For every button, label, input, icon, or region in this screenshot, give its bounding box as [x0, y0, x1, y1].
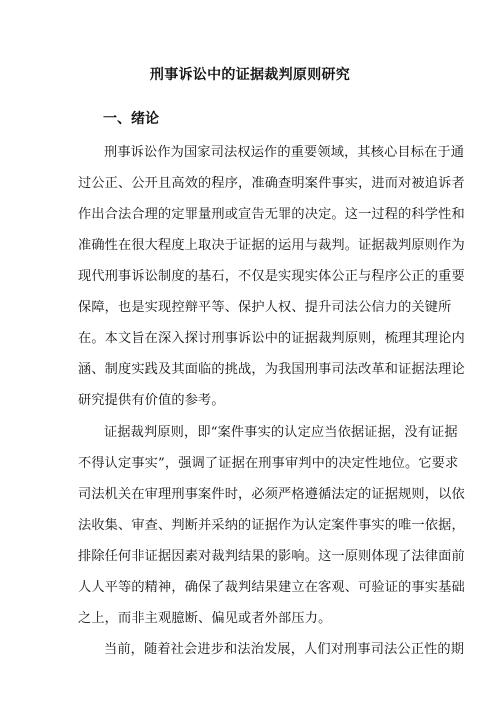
paragraph-line: 过公正、公开且高效的程序，准确查明案件事实，进而对被追诉者 — [78, 176, 465, 191]
paragraph-line: 准确性在很大程度上取决于证据的运用与裁判。证据裁判原则作为 — [78, 238, 465, 253]
section-heading: 一、绪论 — [103, 111, 159, 127]
paragraph-line: 涵、制度实践及其面临的挑战，为我国刑事司法改革和证据法理论 — [78, 362, 465, 377]
paragraph-line: 法收集、审查、判断并采纳的证据作为认定案件事实的唯一依据， — [78, 518, 465, 533]
paragraph-line: 研究提供有价值的参考。 — [78, 393, 225, 408]
paragraph-line: 排除任何非证据因素对裁判结果的影响。这一原则体现了法律面前 — [78, 549, 465, 564]
paragraph-line: 在。本文旨在深入探讨刑事诉讼中的证据裁判原则，梳理其理论内 — [78, 331, 465, 346]
paragraph-line: 之上，而非主观臆断、偏见或者外部压力。 — [78, 611, 332, 626]
paragraph-line: 作出合法合理的定罪量刑或宣告无罪的决定。这一过程的科学性和 — [78, 207, 465, 222]
paragraph-line: 人人平等的精神，确保了裁判结果建立在客观、可验证的事实基础 — [78, 580, 465, 595]
paragraph-line: 刑事诉讼作为国家司法权运作的重要领域，其核心目标在于通 — [104, 145, 465, 160]
paragraph-line: 当前，随着社会进步和法治发展，人们对刑事司法公正性的期 — [104, 642, 465, 657]
paragraph-line: 不得认定事实”，强调了证据在刑事审判中的决定性地位。它要求 — [78, 456, 459, 471]
paragraph-line: 保障，也是实现控辩平等、保护人权、提升司法公信力的关键所 — [78, 300, 452, 315]
document-title: 刑事诉讼中的证据裁判原则研究 — [149, 67, 351, 83]
paragraph-line: 司法机关在审理刑事案件时，必须严格遵循法定的证据规则，以依 — [78, 487, 465, 502]
paragraph-line: 现代刑事诉讼制度的基石，不仅是实现实体公正与程序公正的重要 — [78, 269, 465, 284]
paragraph-line: 证据裁判原则，即“案件事实的认定应当依据证据，没有证据 — [104, 425, 458, 440]
